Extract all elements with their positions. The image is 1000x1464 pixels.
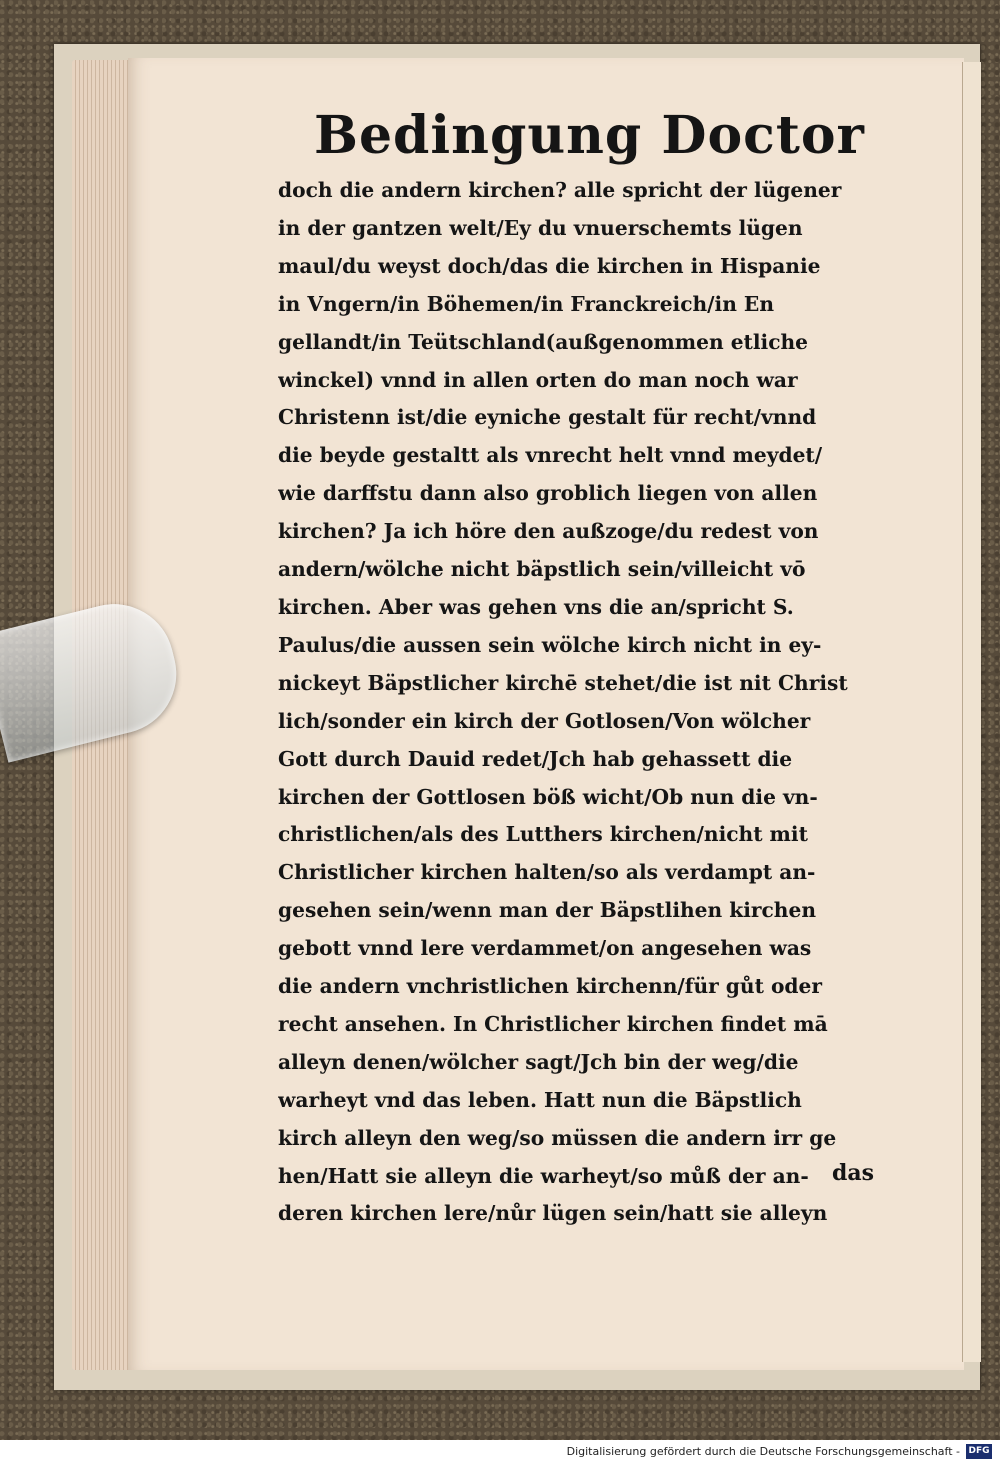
page-text-block bbox=[278, 104, 888, 1233]
text-line: warheyt vnd das leben. Hatt nun die Bäpstlich bbox=[278, 1087, 802, 1112]
text-line: christlichen/als des Lutthers kirchen/nicht mit bbox=[278, 822, 808, 847]
text-lines bbox=[278, 172, 888, 1233]
text-line: nickeyt Bäpstlicher kirchē stehet/die ist nit Christ bbox=[278, 670, 848, 695]
text-line: wie darffstu dann also groblich liegen von allen bbox=[278, 481, 818, 506]
page-heading: Bedingung Doctor bbox=[314, 105, 865, 166]
text-line: recht ansehen. In Christlicher kirchen findet mā bbox=[278, 1011, 828, 1036]
text-line: gebott vnnd lere verdammet/on angesehen was bbox=[278, 936, 812, 961]
text-line: maul/du weyst doch/das die kirchen in Hispanie bbox=[278, 253, 821, 278]
text-line: doch die andern kirchen? alle spricht der lügener bbox=[278, 178, 842, 202]
text-line: in der gantzen welt/Ey du vnuerschemts lügen bbox=[278, 215, 803, 240]
text-line: Paulus/die aussen sein wölche kirch nicht in ey- bbox=[278, 632, 822, 657]
text-line: Christlicher kirchen halten/so als verdampt an- bbox=[278, 860, 816, 885]
text-line: kirch alleyn den weg/so müssen die andern irr ge bbox=[278, 1125, 837, 1150]
facing-page-edge bbox=[962, 62, 981, 1362]
text-line: Christenn ist/die eyniche gestalt für recht/vnnd bbox=[278, 405, 817, 430]
text-line: lich/sonder ein kirch der Gotlosen/Von wölcher bbox=[278, 708, 811, 733]
text-line: andern/wölche nicht bäpstlich sein/villeicht vō bbox=[278, 557, 806, 582]
text-line: gellandt/in Teütschland(außgenommen etliche bbox=[278, 329, 809, 354]
text-line: in Vngern/in Böhemen/in Franckreich/in En bbox=[278, 291, 774, 316]
footer-bar bbox=[0, 1440, 1000, 1464]
text-line: hen/Hatt sie alleyn die warheyt/so můß der an- bbox=[278, 1163, 809, 1188]
catchword: das bbox=[832, 1160, 875, 1186]
text-line: die beyde gestaltt als vnrecht helt vnnd meydet/ bbox=[278, 443, 823, 468]
funding-credit: Digitalisierung gefördert durch die Deutsche Forschungsgemeinschaft - bbox=[566, 1445, 960, 1458]
text-line: die andern vnchristlichen kirchenn/für gůt oder bbox=[278, 974, 823, 999]
text-line: Gott durch Dauid redet/Jch hab gehassett die bbox=[278, 746, 793, 771]
text-line: alleyn denen/wölcher sagt/Jch bin der weg/die bbox=[278, 1049, 799, 1074]
dfg-logo: DFG bbox=[966, 1444, 992, 1459]
text-line: kirchen. Aber was gehen vns die an/spricht S. bbox=[278, 594, 794, 619]
text-line: kirchen? Ja ich höre den außzoge/du redest von bbox=[278, 519, 819, 544]
text-line: kirchen der Gottlosen böß wicht/Ob nun die vn- bbox=[278, 784, 818, 809]
text-line: deren kirchen lere/nůr lügen sein/hatt sie alleyn bbox=[278, 1201, 828, 1226]
text-line: gesehen sein/wenn man der Bäpstlihen kirchen bbox=[278, 898, 816, 923]
text-line: winckel) vnnd in allen orten do man noch war bbox=[278, 367, 798, 392]
